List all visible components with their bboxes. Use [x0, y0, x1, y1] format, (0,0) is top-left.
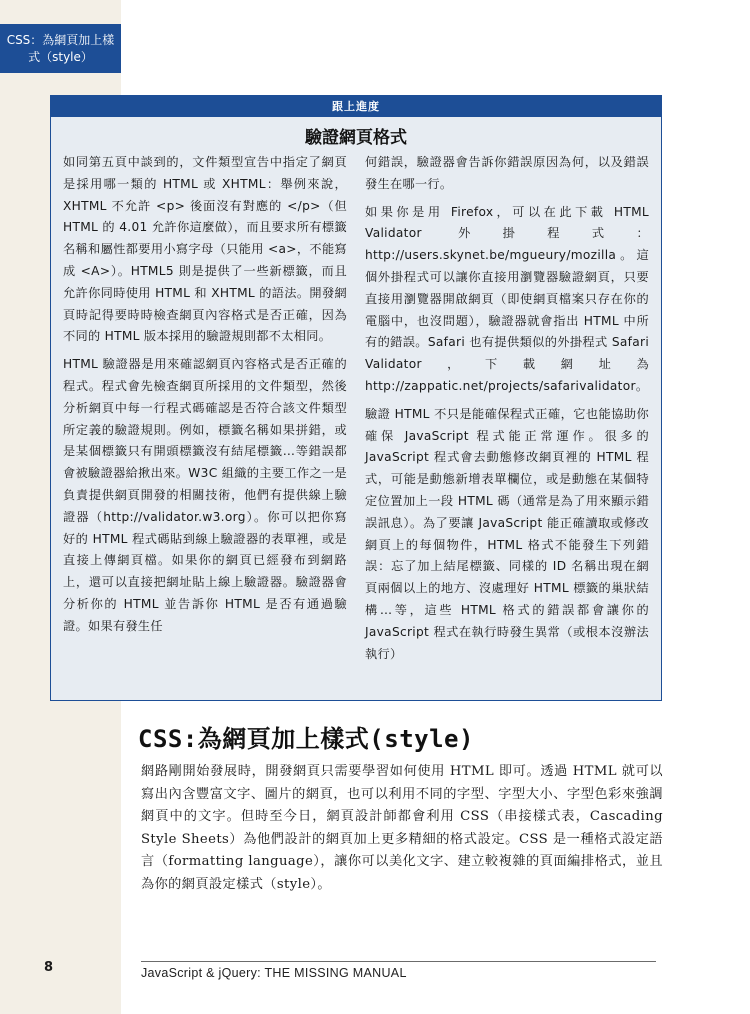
sidebar-paragraph: HTML 驗證器是用來確認網頁內容格式是否正確的程式。程式會先檢查網頁所採用的文件類型，然後分析網頁中每一行程式碼確認是否符合該文件類型所定義的驗證規則。例如，標籤名稱如果拼錯，或是某個標籤只有開頭標籤沒有結尾標籤…等錯誤都會被驗證器給揪出來。W3C 組織的主要工作之一是負責提供網頁開發的相關技術，他們有提供線上驗證器（http://validator.w3.org）。你可以把你寫好的 HTML 程式碼貼到線上驗證器的表單裡，或是直接上傳網頁檔。如果你的網頁已經發布到網路上，還可以直接把網址貼上線上驗證器。驗證器會分析你的 HTML 並告訴你 HTML 是否有通過驗證。如果有發生任 — [63, 357, 347, 633]
sidebar-right-column — [365, 152, 649, 671]
sidebar-paragraph: 如果你是用 Firefox，可以在此下載 HTML Validator 外掛程式：http://users.skynet.be/mgueury/mozilla。這個外掛程式可以讓你直接用瀏覽器驗證網頁，只要直接用瀏覽器開啟網頁（即使網頁檔案只存在你的電腦中，也沒問題），驗證器就會指出 HTML 中所有的錯誤。Safari 也有提供類似的外掛程式 Safari Validator，下載網址為 http://zappatic.net/projects/safarivalidator。 — [365, 204, 649, 393]
sidebar-paragraph: 驗證 HTML 不只是能確保程式正確，它也能協助你確保 JavaScript 程式能正常運作。很多的 JavaScript 程式會去動態修改網頁裡的 HTML 程式，可能是動態新增表單欄位，或是動態在某個特定位置加上一段 HTML 碼（通常是為了用來顯示錯誤訊息）。為了要讓 JavaScript 能正確讀取或修改網頁上的每個物件，HTML 格式不能發生下列錯誤：忘了加上結尾標籤、同樣的 ID 名稱出現在網頁兩個以上的地方、沒處理好 HTML 標籤的巢狀結構…等，這些 HTML 格式的錯誤都會讓你的 JavaScript 程式在執行時發生異常（或根本沒辦法執行） — [365, 406, 649, 661]
sidebar-columns — [51, 152, 661, 671]
footer-book-title: JavaScript & jQuery: THE MISSING MANUAL — [141, 966, 407, 980]
sidebar-header: 跟上進度 — [51, 96, 661, 117]
sidebar-title: 驗證網頁格式 — [305, 128, 407, 148]
page-number: 8 — [44, 960, 54, 975]
sidebar-paragraph: 如同第五頁中談到的，文件類型宣告中指定了網頁是採用哪一類的 HTML 或 XHTML：舉例來說，XHTML 不允許 <p> 後面沒有對應的 </p>（但 HTML 的 4.01 允許你這麼做），而且要求所有標籤名稱和屬性都要用小寫字母（只能用 <a>，不能寫成 <A>）。HTML5 則是提供了一些新標籤，而且允許你同時使用 HTML 和 XHTML 的語法。開發網頁時記得要時時檢查網頁內容格式是否正確，因為不同的 HTML 版本採用的驗證規則都不太相同。 — [63, 155, 347, 344]
chapter-tab — [0, 24, 121, 73]
sidebar-paragraph: 何錯誤，驗證器會告訴你錯誤原因為何，以及錯誤發生在哪一行。 — [365, 155, 649, 191]
footer-divider — [141, 961, 656, 962]
section-body-text: 網路剛開始發展時，開發網頁只需要學習如何使用 HTML 即可。透過 HTML 就可以寫出內含豐富文字、圖片的網頁，也可以利用不同的字型、字型大小、字型色彩來強調網頁中的文字。但時至今日，網頁設計師都會利用 CSS（串接樣式表，Cascading Style Sheets）為他們設計的網頁加上更多精細的格式設定。CSS 是一種格式設定語言（formatting language），讓你可以美化文字、建立較複雜的頁面編排格式，並且為你的網頁設定樣式（style）。 — [141, 764, 663, 892]
chapter-tab-label: CSS：為網頁加上樣式（style） — [6, 32, 115, 64]
sidebar-left-column — [63, 152, 347, 671]
sidebar-box — [50, 95, 662, 701]
section-heading: CSS:為網頁加上樣式(style) — [138, 725, 474, 753]
